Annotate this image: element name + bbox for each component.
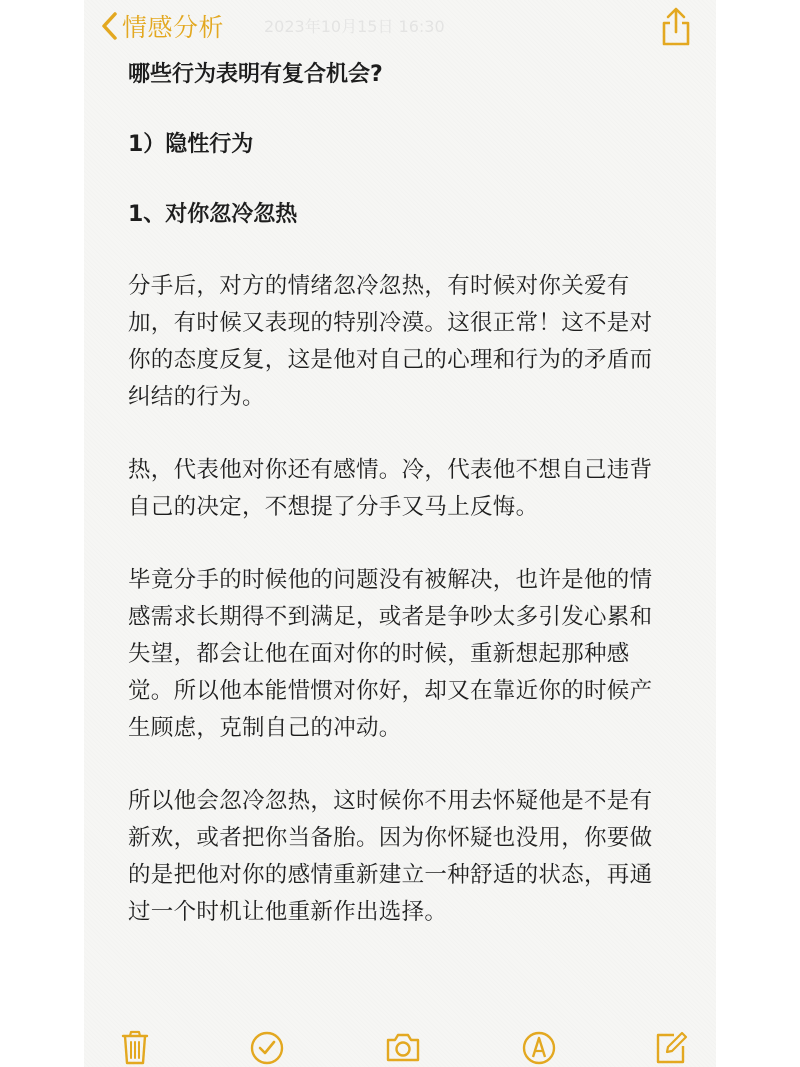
markup-button[interactable] xyxy=(520,1028,558,1066)
bottom-toolbar xyxy=(84,1024,716,1067)
checklist-icon xyxy=(248,1028,286,1066)
trash-icon xyxy=(116,1028,154,1066)
share-button[interactable] xyxy=(658,6,694,48)
markup-icon xyxy=(520,1028,558,1066)
paragraph-3: 毕竟分手的时候他的问题没有被解决，也许是他的情感需求长期得不到满足，或者是争吵太多引发心累和失望，都会让他在面对你的时候，重新想起那种感觉。所以他本能惜惯对你好，却又在靠近你的时候产生顾虑，克制自己的冲动。 xyxy=(128,567,653,741)
share-icon xyxy=(658,6,694,48)
note-title: 哪些行为表明有复合机会? xyxy=(128,62,383,87)
paragraph-4: 所以他会忽冷忽热，这时候你不用去怀疑他是不是有新欢，或者把你当备胎。因为你怀疑也没用，你要做的是把他对你的感情重新建立一种舒适的状态，再通过一个时机让他重新作出选择。 xyxy=(128,788,653,925)
delete-button[interactable] xyxy=(116,1028,154,1066)
paragraph-2: 热，代表他对你还有感情。冷，代表他不想自己违背自己的决定，不想提了分手又马上反悔。 xyxy=(128,457,653,520)
subsection-heading: 1、对你忽冷忽热 xyxy=(128,202,298,227)
checklist-button[interactable] xyxy=(248,1028,286,1066)
note-date: 2023年10月15日 16:30 xyxy=(264,17,445,36)
section-heading: 1）隐性行为 xyxy=(128,132,254,157)
back-button[interactable] xyxy=(100,6,224,46)
paragraph-1: 分手后，对方的情绪忽冷忽热，有时候对你关爱有加，有时候又表现的特别冷漠。这很正常！这不是对你的态度反复，这是他对自己的心理和行为的矛盾而纠结的行为。 xyxy=(128,273,653,410)
camera-icon xyxy=(384,1028,422,1066)
back-label: 情感分析 xyxy=(122,13,225,42)
compose-button[interactable] xyxy=(652,1028,690,1066)
navigation-bar xyxy=(84,0,716,54)
chevron-left-icon xyxy=(100,11,118,41)
note-body[interactable] xyxy=(128,60,668,931)
camera-button[interactable] xyxy=(384,1028,422,1066)
compose-icon xyxy=(652,1028,690,1066)
note-screen xyxy=(84,0,716,1067)
